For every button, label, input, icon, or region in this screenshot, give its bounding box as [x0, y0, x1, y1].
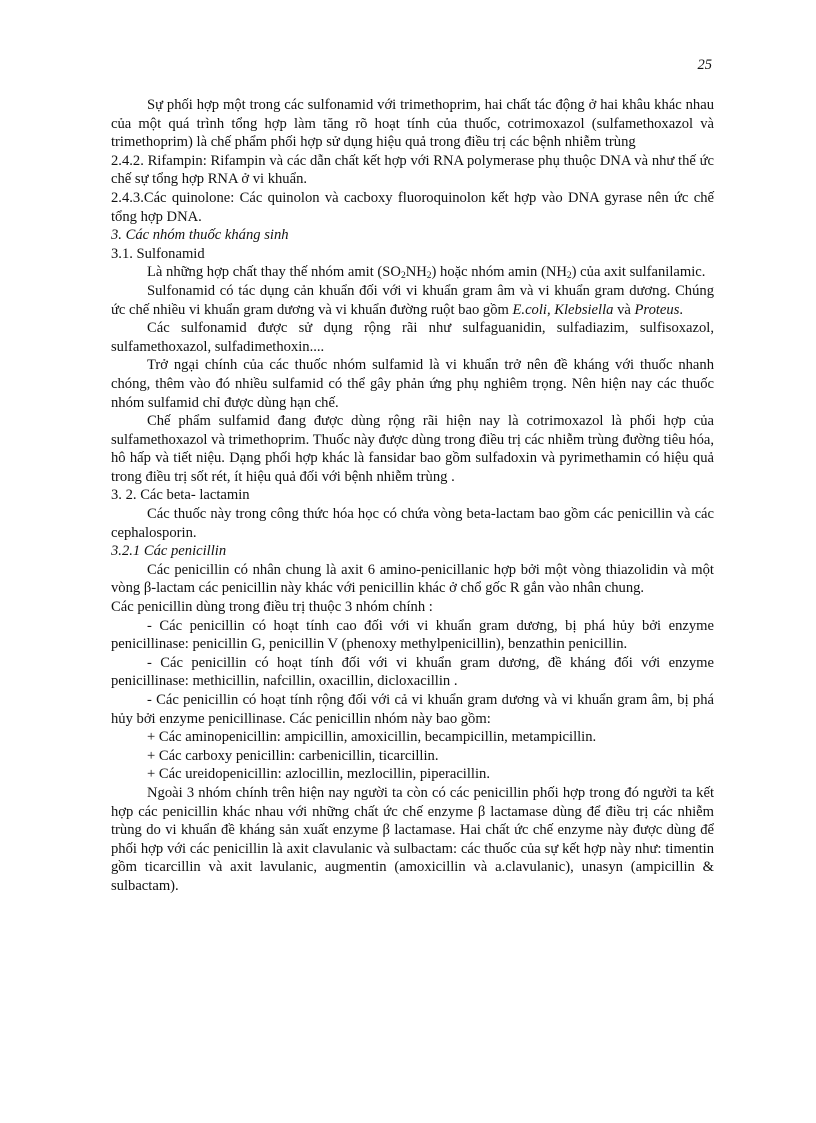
- text-run: và: [613, 301, 635, 318]
- paragraph-cotrimoxazol-usage: Chế phẩm sulfamid đang được dùng rộng rãi hiện nay là cotrimoxazol là phối hợp của sulfamethoxazol và trimethoprim. Thuốc này được dùng trong điều trị các nhiễm trùng đường tiêu hóa, hô hấp và tiết niệu. Dạng phối hợp khác là fansidar bao gồm sulfadoxin và pyrimethamin có hiệu quả trong điều trị sốt rét, ít hiệu quả đối với bệnh nhiễm trùng .: [111, 413, 714, 485]
- list-item-group-3: - Các penicillin có hoạt tính rộng đối với cả vi khuẩn gram dương và vi khuẩn gram âm, bị phá hủy bởi enzyme penicillinase. Các penicillin nhóm này bao gồm:: [111, 692, 714, 727]
- text-run: .: [679, 301, 684, 318]
- paragraph-beta-lactam: Các thuốc này trong công thức hóa học có chứa vòng beta-lactam bao gồm các penicillin và các cephalosporin.: [111, 506, 714, 541]
- paragraph-sulfonamid-examples: Các sulfonamid được sử dụng rộng rãi như sulfaguanidin, sulfadiazim, sulfisoxazol, sulfamethoxazol, sulfadimethoxin....: [111, 320, 714, 355]
- list-subitem-ureidopenicillin: + Các ureidopenicillin: azlocillin, mezlocillin, piperacillin.: [147, 766, 490, 783]
- heading-beta-lactamin: 3. 2. Các beta- lactamin: [111, 487, 250, 504]
- text-run: Sulfonamid có tác dụng cản khuẩn đối với vi khuẩn gram âm và vi khuẩn gram dương. Chúng ức chế nhiều vi khuẩn gram dương và vi khuẩn đường ruột bao gồm: [111, 282, 714, 318]
- subscript: 2: [426, 271, 432, 282]
- list-item-group-1: - Các penicillin có hoạt tính cao đối với vi khuẩn gram dương, bị phá hủy bởi enzyme penicillinase: penicillin G, penicillin V (phenoxy methylpenicillin), benzathin penicillin.: [111, 617, 714, 653]
- list-subitem-carboxypenicillin: + Các carboxy penicillin: carbenicillin, ticarcillin.: [147, 747, 439, 764]
- text-run: ) của axit sulfanilamic.: [571, 264, 706, 281]
- paragraph-penicillin-core: Các penicillin có nhân chung là axit 6 amino-penicillanic hợp bởi một vòng thiazolidin và một vòng β-lactam các penicillin này khác với penicillin khác ở chổ gốc R gắn vào nhân chung.: [111, 561, 714, 597]
- heading-sulfonamid: 3.1. Sulfonamid: [111, 245, 205, 262]
- page-number: 25: [697, 57, 712, 73]
- species-ecoli: E.coli: [512, 301, 547, 318]
- text-run: ,: [546, 301, 555, 318]
- paragraph-sulfonamid-definition: [111, 263, 714, 282]
- text-run: NH: [405, 264, 427, 281]
- subscript: 2: [566, 271, 572, 282]
- species-proteus: Proteus: [634, 301, 680, 318]
- section-2-4-3-quinolone: 2.4.3.Các quinolone: Các quinolon và cacboxy fluoroquinolon kết hợp vào DNA gyrase nên ức chế tổng hợp DNA.: [111, 189, 714, 225]
- species-klebsiella: Klebsiella: [554, 301, 614, 318]
- paragraph-sulfamid-limitations: Trở ngại chính của các thuốc nhóm sulfamid là vi khuẩn trở nên đề kháng với thuốc nhanh chóng, thêm vào đó nhiều sulfamid có thể gây phản ứng phụ nghiêm trọng. Nên hiện nay các thuốc nhóm sulfamid chỉ được dùng hạn chế.: [111, 357, 714, 411]
- paragraph-penicillin-groups: Các penicillin dùng trong điều trị thuộc 3 nhóm chính :: [111, 599, 433, 616]
- paragraph-sulfonamid-effect: [111, 282, 714, 319]
- page-body: [111, 96, 714, 896]
- subscript: 2: [400, 271, 406, 282]
- paragraph-combined-penicillin: Ngoài 3 nhóm chính trên hiện nay người ta còn có các penicillin phối hợp trong đó người ta kết hợp các penicillin khác nhau với những chất ức chế enzyme β lactamase dùng để điều trị các nhiễm trùng do vi khuẩn đề kháng sản xuất enzyme β lactamase. Hai chất ức chế enzyme này được dùng để phối hợp với các penicillin là axit clavulanic và sulbactam: các thuốc của sự kết hợp này như: timentin gồm ticarcillin và axit lavulanic, augmentin (amoxicillin và a.clavulanic), unasyn (ampicillin & sulbactam).: [111, 784, 714, 894]
- section-2-4-2-rifampin: 2.4.2. Rifampin: Rifampin và các dẫn chất kết hợp với RNA polymerase phụ thuộc DNA và như thế ức chế sự tổng hợp RNA ở vi khuẩn.: [111, 152, 714, 188]
- list-item-group-2: - Các penicillin có hoạt tính đối với vi khuẩn gram dương, đề kháng đối với enzyme penicillinase: methicillin, nafcillin, oxacillin, dicloxacillin .: [111, 654, 714, 690]
- text-run: ) hoặc nhóm amin (NH: [431, 264, 567, 281]
- paragraph-cotrimoxazol: Sự phối hợp một trong các sulfonamid với trimethoprim, hai chất tác động ở hai khâu khác nhau của một quá trình tổng hợp làm tăng rõ hoạt tính của thuốc, cotrimoxazol (sulfamethoxazol và trimethoprim) là chế phẩm phối hợp sử dụng hiệu quả trong điều trị các bệnh nhiễm trùng: [111, 97, 714, 151]
- heading-antibiotic-groups: 3. Các nhóm thuốc kháng sinh: [111, 227, 289, 244]
- list-subitem-aminopenicillin: + Các aminopenicillin: ampicillin, amoxicillin, becampicillin, metampicillin.: [147, 729, 597, 746]
- heading-penicillin: 3.2.1 Các penicillin: [111, 543, 227, 560]
- text-run: Là những hợp chất thay thế nhóm amit (SO: [147, 264, 401, 281]
